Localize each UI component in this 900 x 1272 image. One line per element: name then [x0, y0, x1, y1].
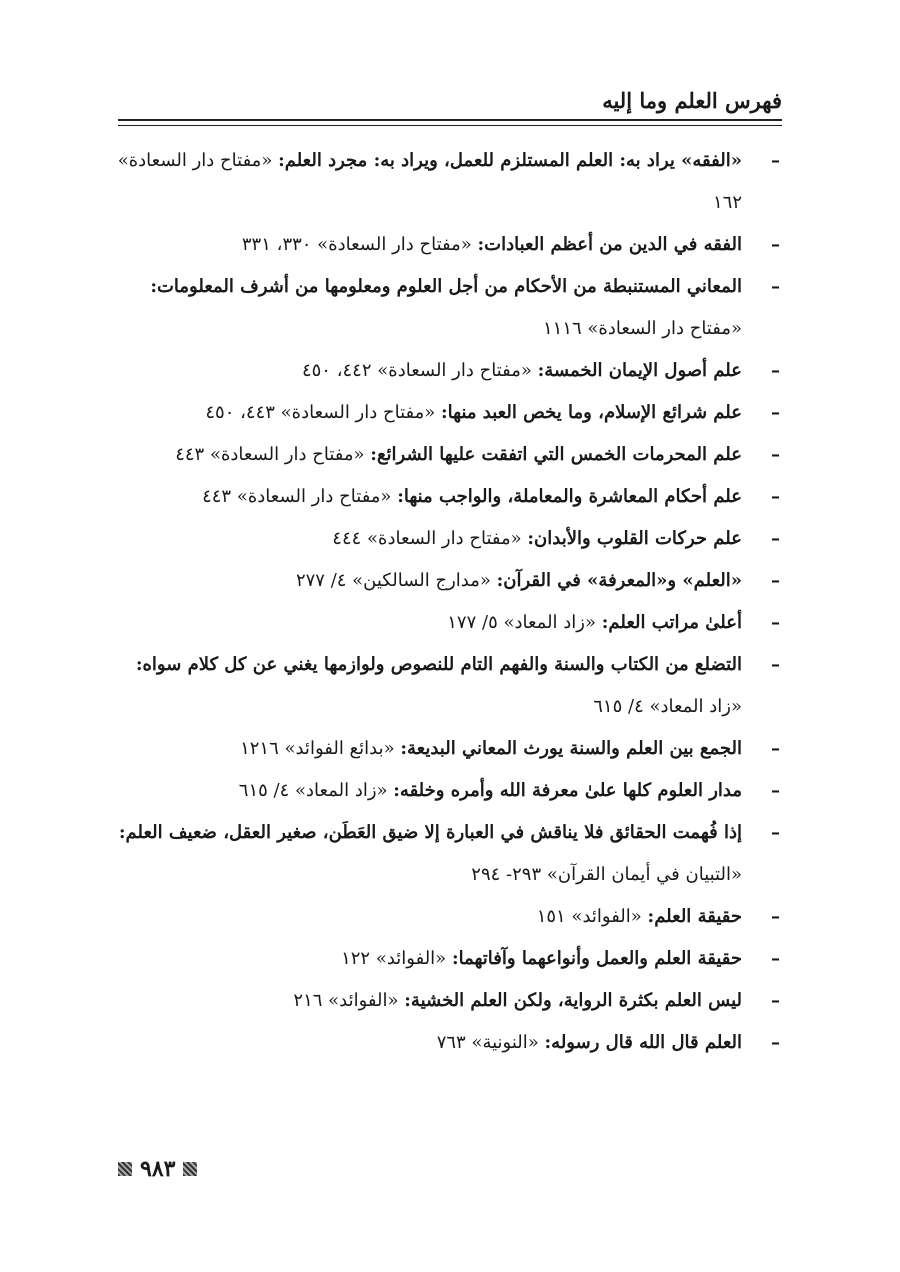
index-entry	[110, 1022, 782, 1064]
entry-text: مدار العلوم كلها علىٰ معرفة الله وأمره وخلقه:	[393, 780, 742, 801]
dash-bullet-icon: –	[771, 780, 780, 801]
index-entry	[110, 644, 782, 728]
entry-text: علم شرائع الإسلام، وما يخص العبد منها:	[441, 402, 742, 423]
entry-source: «مفتاح دار السعادة» ٤٤٤	[332, 528, 522, 549]
page-number	[118, 1156, 197, 1182]
entry-source: «النونية» ٧٦٣	[436, 1032, 539, 1053]
entry-text: علم أصول الإيمان الخمسة:	[537, 360, 742, 381]
entry-text: علم أحكام المعاشرة والمعاملة، والواجب منها:	[397, 486, 742, 507]
entry-source: «بدائع الفوائد» ١٢١٦	[240, 738, 395, 759]
entry-source: «مفتاح دار السعادة» ١٦٢	[117, 150, 742, 213]
entry-text: علم حركات القلوب والأبدان:	[527, 528, 742, 549]
index-entries	[110, 140, 782, 1064]
entry-text: الجمع بين العلم والسنة يورث المعاني البديعة:	[400, 738, 742, 759]
entry-source: «الفوائد» ١٥١	[536, 906, 642, 927]
index-entry	[110, 602, 782, 644]
index-entry	[110, 896, 782, 938]
entry-text: «الفقه» يراد به: العلم المستلزم للعمل، ويراد به: مجرد العلم:	[278, 150, 742, 171]
dash-bullet-icon: –	[771, 1032, 780, 1053]
dash-bullet-icon: –	[771, 570, 780, 591]
index-entry	[110, 812, 782, 896]
index-entry	[110, 560, 782, 602]
dash-bullet-icon: –	[771, 444, 780, 465]
entry-source: «مفتاح دار السعادة» ٤٤٣، ٤٥٠	[205, 402, 436, 423]
index-entry	[110, 770, 782, 812]
entry-text: علم المحرمات الخمس التي اتفقت عليها الشرائع:	[370, 444, 742, 465]
dash-bullet-icon: –	[771, 234, 780, 255]
index-entry	[110, 224, 782, 266]
index-entry	[110, 728, 782, 770]
entry-text: أعلىٰ مراتب العلم:	[601, 612, 742, 633]
index-entry	[110, 392, 782, 434]
dash-bullet-icon: –	[771, 150, 780, 171]
entry-text: إذا فُهمت الحقائق فلا يناقش في العبارة إلا ضيق العَطَن، صغير العقل، ضعيف العلم:	[118, 822, 742, 843]
dash-bullet-icon: –	[771, 402, 780, 423]
entry-text: حقيقة العلم والعمل وأنواعهما وآفاتهما:	[451, 948, 742, 969]
index-entry	[110, 518, 782, 560]
entry-source: «الفوائد» ٢١٦	[293, 990, 399, 1011]
index-entry	[110, 266, 782, 350]
ornament-icon	[183, 1162, 197, 1176]
entry-text: حقيقة العلم:	[647, 906, 742, 927]
index-entry	[110, 476, 782, 518]
entry-source: «زاد المعاد» ٤/ ٦١٥	[238, 780, 388, 801]
dash-bullet-icon: –	[771, 486, 780, 507]
entry-text: «العلم» و«المعرفة» في القرآن:	[496, 570, 742, 591]
index-entry	[110, 434, 782, 476]
entry-text: الفقه في الدين من أعظم العبادات:	[477, 234, 742, 255]
index-entry	[110, 140, 782, 224]
entry-source: «مفتاح دار السعادة» ٤٤٣	[175, 444, 365, 465]
running-header: فهرس العلم وما إليه	[602, 88, 782, 113]
index-entry	[110, 980, 782, 1022]
entry-text: العلم قال الله قال رسوله:	[544, 1032, 742, 1053]
index-entry	[110, 938, 782, 980]
dash-bullet-icon: –	[771, 360, 780, 381]
ornament-icon	[118, 1162, 132, 1176]
entry-source: «زاد المعاد» ٤/ ٦١٥	[593, 696, 742, 717]
entry-source: «مفتاح دار السعادة» ٤٤٢، ٤٥٠	[301, 360, 532, 381]
entry-source: «مفتاح دار السعادة» ٤٤٣	[202, 486, 392, 507]
entry-text: التضلع من الكتاب والسنة والفهم التام للنصوص ولوازمها يغني عن كل كلام سواه:	[135, 654, 742, 675]
dash-bullet-icon: –	[771, 654, 780, 675]
entry-source: «مدارج السالكين» ٤/ ٢٧٧	[295, 570, 491, 591]
header-rule-thin	[118, 125, 782, 126]
entry-source: «مفتاح دار السعادة» ٣٣٠، ٣٣١	[241, 234, 472, 255]
dash-bullet-icon: –	[771, 276, 780, 297]
entry-source: «زاد المعاد» ٥/ ١٧٧	[447, 612, 597, 633]
header-rule	[118, 119, 782, 121]
entry-text: المعاني المستنبطة من الأحكام من أجل العلوم ومعلومها من أشرف المعلومات:	[150, 276, 742, 297]
dash-bullet-icon: –	[771, 822, 780, 843]
dash-bullet-icon: –	[771, 948, 780, 969]
index-entry	[110, 350, 782, 392]
dash-bullet-icon: –	[771, 612, 780, 633]
entry-source: «الفوائد» ١٢٢	[341, 948, 447, 969]
entry-source: «مفتاح دار السعادة» ١١١٦	[542, 318, 742, 339]
dash-bullet-icon: –	[771, 990, 780, 1011]
page-number-text: ٩٨٣	[140, 1156, 176, 1182]
entry-text: ليس العلم بكثرة الرواية، ولكن العلم الخشية:	[404, 990, 742, 1011]
dash-bullet-icon: –	[771, 528, 780, 549]
entry-source: «التبيان في أيمان القرآن» ٢٩٣- ٢٩٤	[471, 864, 742, 885]
dash-bullet-icon: –	[771, 906, 780, 927]
dash-bullet-icon: –	[771, 738, 780, 759]
